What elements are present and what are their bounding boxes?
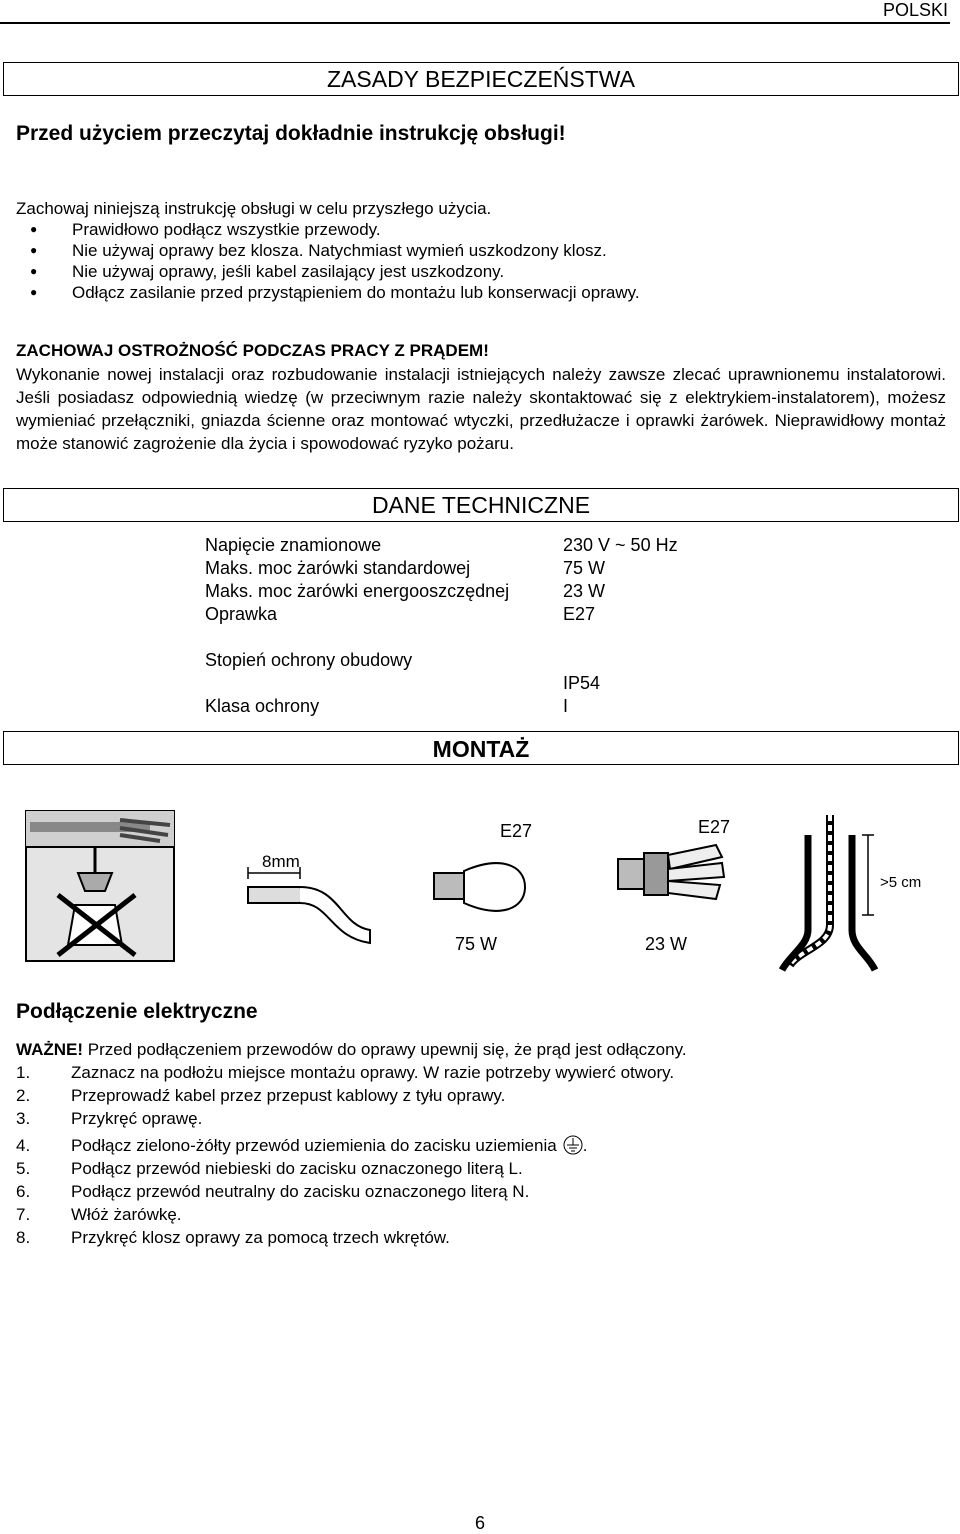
wire-strip-illustration — [248, 852, 370, 943]
svg-text:23 W: 23 W — [645, 934, 688, 954]
spec-row: IP54 — [563, 673, 601, 693]
svg-text:>5 cm: >5 cm — [880, 874, 922, 891]
bullet-icon: ● — [30, 222, 38, 236]
standard-bulb-illustration — [434, 821, 532, 954]
energy-saving-bulb-illustration — [618, 817, 730, 954]
tech-title: DANE TECHNICZNE — [371, 492, 591, 518]
spec-row: Oprawka E27 — [205, 604, 596, 624]
mount-title-box — [3, 731, 959, 765]
tech-title-box — [3, 488, 959, 522]
no-mount-illustration — [26, 811, 174, 961]
list-item: ● Nie używaj oprawy bez klosza. Natychmiast wymień uszkodzony klosz. — [30, 241, 607, 260]
read-warning: Przed użyciem przeczytaj dokładnie instrukcję obsługi! — [16, 122, 566, 145]
header-rule — [0, 22, 950, 24]
list-item: 2. Przeprowadź kabel przez przepust kablowy z tyłu oprawy. — [16, 1086, 506, 1105]
svg-text:75 W: 75 W — [455, 934, 498, 954]
list-item: 8. Przykręć klosz oprawy za pomocą trzech wkrętów. — [16, 1228, 450, 1247]
header-language: POLSKI — [882, 0, 948, 20]
ground-symbol-icon — [563, 1135, 583, 1155]
tech-specs — [205, 534, 678, 718]
spec-row: Klasa ochrony I — [205, 696, 569, 716]
svg-text:E27: E27 — [500, 821, 533, 841]
list-item: 5. Podłącz przewód niebieski do zacisku oznaczonego literą L. — [16, 1159, 523, 1178]
bullet-icon: ● — [30, 264, 38, 278]
list-item: ● Odłącz zasilanie przed przystąpieniem do montażu lub konserwacji oprawy. — [30, 283, 640, 302]
spec-row: Maks. moc żarówki energooszczędnej 23 W — [205, 581, 606, 601]
safety-title-box — [3, 62, 959, 96]
safety-title: ZASADY BEZPIECZEŃSTWA — [327, 66, 635, 92]
caution-heading: ZACHOWAJ OSTROŻNOŚĆ PODCZAS PRACY Z PRĄDEM! — [16, 341, 489, 360]
electrical-title: Podłączenie elektryczne — [16, 1000, 258, 1023]
list-item: 4. Podłącz zielono-żółty przewód uziemienia do zacisku uziemienia . — [16, 1136, 588, 1155]
list-item: 3. Przykręć oprawę. — [16, 1109, 203, 1128]
page-number: 6 — [474, 1513, 485, 1533]
spec-row: Maks. moc żarówki standardowej 75 W — [205, 558, 606, 578]
bullet-icon: ● — [30, 243, 38, 257]
svg-text:8mm: 8mm — [262, 852, 300, 871]
bullet-icon: ● — [30, 285, 38, 299]
electrical-steps — [16, 1038, 687, 1249]
mount-illustrations — [0, 795, 960, 975]
mount-title: MONTAŻ — [432, 736, 530, 762]
keep-note: Zachowaj niniejszą instrukcję obsługi w celu przyszłego użycia. — [16, 199, 492, 218]
list-item: 6. Podłącz przewód neutralny do zacisku oznaczonego literą N. — [16, 1182, 530, 1201]
wire-length-illustration — [782, 815, 921, 970]
list-item: 7. Włóż żarówkę. — [16, 1205, 182, 1224]
important-note: WAŻNE! Przed podłączeniem przewodów do oprawy upewnij się, że prąd jest odłączony. — [16, 1040, 687, 1059]
safety-list — [16, 198, 640, 303]
safety-paragraph: Wykonanie nowej instalacji oraz rozbudowanie instalacji istniejących należy zawsze zlecać uprawnionemu instalatorowi. Jeśli posiadasz odpowiednią wiedzę (w przeciwnym razie należy skontaktować się z elektrykiem-instalatorem), możesz wymieniać przełączniki, gniazda ścienne oraz montować wtyczki, przedłużacze i oprawki żarówek. Nieprawidłowy montaż może stanowić zagrożenie dla życia i spowodować ryzyko pożaru. — [16, 365, 946, 453]
svg-text:E27: E27 — [698, 817, 731, 837]
spec-row: Stopień ochrony obudowy — [205, 650, 413, 670]
list-item: 1. Zaznacz na podłożu miejsce montażu oprawy. W razie potrzeby wywierć otwory. — [16, 1063, 675, 1082]
spec-row: Napięcie znamionowe 230 V ~ 50 Hz — [205, 535, 678, 555]
list-item: ● Nie używaj oprawy, jeśli kabel zasilający jest uszkodzony. — [30, 262, 505, 281]
list-item: ● Prawidłowo podłącz wszystkie przewody. — [30, 220, 381, 239]
